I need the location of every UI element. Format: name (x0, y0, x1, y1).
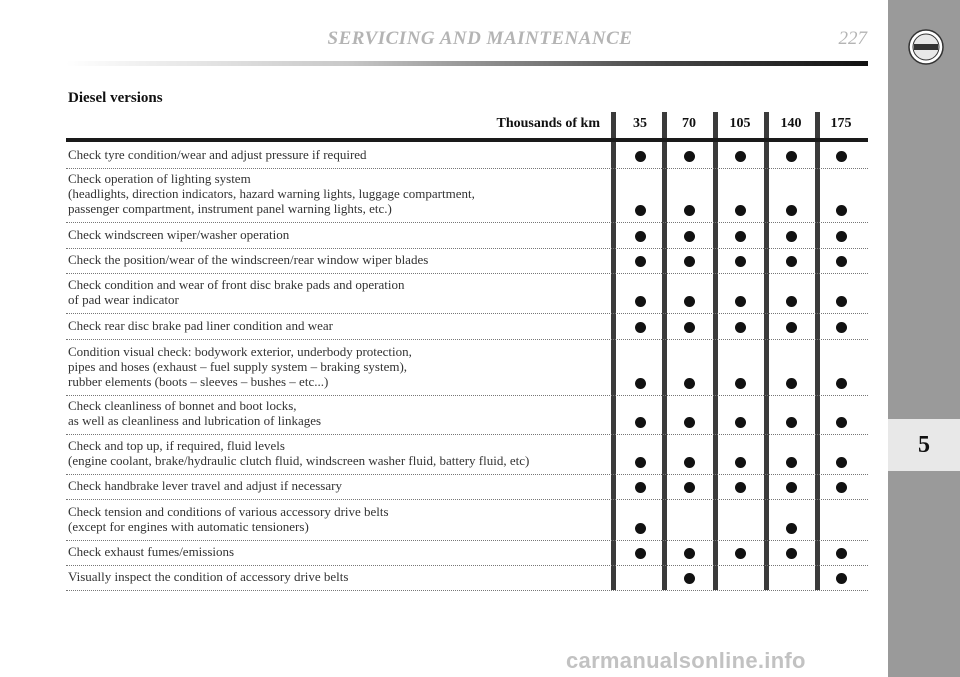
service-mark-dot (836, 378, 847, 389)
service-mark-dot (786, 482, 797, 493)
maintenance-item-text: Check operation of lighting system (headlights, direction indicators, hazard warning lights, luggage compartment, passenger compartment, instrument panel warning lights, etc.) (68, 171, 475, 216)
service-mark-dot (836, 457, 847, 468)
service-mark-dot (836, 256, 847, 267)
km-column-header: 140 (780, 116, 802, 131)
service-mark-dot (786, 256, 797, 267)
service-mark-dot (836, 151, 847, 162)
table-top-rule (66, 138, 868, 142)
service-mark-dot (786, 523, 797, 534)
km-column-header: 35 (633, 116, 647, 131)
service-mark-dot (684, 256, 695, 267)
side-bar (888, 0, 960, 677)
chapter-tab[interactable]: 5 (888, 419, 960, 471)
service-mark-dot (836, 573, 847, 584)
service-mark-dot (836, 417, 847, 428)
service-mark-dot (735, 378, 746, 389)
service-mark-dot (635, 296, 646, 307)
km-header-label: Thousands of km (496, 116, 600, 131)
service-mark-dot (635, 205, 646, 216)
maintenance-item-text: Check tyre condition/wear and adjust pressure if required (68, 147, 367, 162)
service-mark-dot (735, 417, 746, 428)
page-header-title: SERVICING AND MAINTENANCE (327, 28, 633, 49)
service-mark-dot (735, 256, 746, 267)
row-separator (66, 339, 868, 340)
service-mark-dot (735, 322, 746, 333)
service-mark-dot (836, 322, 847, 333)
service-mark-dot (735, 151, 746, 162)
maintenance-item-text: Check tension and conditions of various accessory drive belts (except for engines with automatic tensioners) (68, 504, 389, 534)
maintenance-item-text: Check the position/wear of the windscreen/rear window wiper blades (68, 252, 429, 267)
service-mark-dot (786, 151, 797, 162)
km-column-header: 70 (682, 116, 696, 131)
service-mark-dot (786, 296, 797, 307)
service-mark-dot (735, 457, 746, 468)
service-mark-dot (684, 296, 695, 307)
service-mark-dot (836, 548, 847, 559)
row-separator (66, 395, 868, 396)
service-mark-dot (635, 151, 646, 162)
service-mark-dot (684, 378, 695, 389)
service-mark-dot (684, 457, 695, 468)
row-separator (66, 590, 868, 591)
service-mark-dot (684, 482, 695, 493)
section-title: Diesel versions (68, 90, 163, 106)
row-separator (66, 540, 868, 541)
service-mark-dot (735, 482, 746, 493)
maintenance-item-text: Visually inspect the condition of accessory drive belts (68, 569, 349, 584)
service-mark-dot (735, 296, 746, 307)
service-mark-dot (735, 205, 746, 216)
column-divider (713, 112, 718, 590)
maintenance-item-text: Check windscreen wiper/washer operation (68, 227, 290, 242)
header-rule (66, 61, 868, 66)
km-column-header: 105 (729, 116, 751, 131)
service-mark-dot (684, 417, 695, 428)
km-column-header: 175 (830, 116, 852, 131)
service-mark-dot (836, 482, 847, 493)
service-mark-dot (635, 548, 646, 559)
maintenance-item-text: Check and top up, if required, fluid levels (engine coolant, brake/hydraulic clutch fluid, windscreen washer fluid, battery fluid, etc) (68, 438, 530, 468)
column-divider (764, 112, 769, 590)
service-mark-dot (786, 457, 797, 468)
service-mark-dot (635, 231, 646, 242)
row-separator (66, 499, 868, 500)
maintenance-item-text: Check condition and wear of front disc brake pads and operation of pad wear indicator (68, 277, 405, 307)
maintenance-item-text: Check exhaust fumes/emissions (68, 544, 235, 559)
service-mark-dot (635, 523, 646, 534)
page-number: 227 (838, 28, 867, 49)
row-separator (66, 313, 868, 314)
service-mark-dot (735, 231, 746, 242)
service-mark-dot (684, 573, 695, 584)
service-mark-dot (635, 457, 646, 468)
service-mark-dot (836, 205, 847, 216)
maintenance-item-text: Check cleanliness of bonnet and boot locks, as well as cleanliness and lubrication of linkages (68, 398, 322, 428)
service-mark-dot (786, 231, 797, 242)
service-mark-dot (786, 378, 797, 389)
column-divider (815, 112, 820, 590)
row-separator (66, 434, 868, 435)
row-separator (66, 565, 868, 566)
service-mark-dot (836, 296, 847, 307)
watermark: carmanualsonline.info (566, 648, 806, 673)
service-mark-dot (836, 231, 847, 242)
row-separator (66, 273, 868, 274)
row-separator (66, 168, 868, 169)
row-separator (66, 222, 868, 223)
service-mark-dot (684, 231, 695, 242)
maintenance-item-text: Check handbrake lever travel and adjust if necessary (68, 478, 342, 493)
service-mark-dot (684, 548, 695, 559)
column-divider (662, 112, 667, 590)
service-mark-dot (635, 256, 646, 267)
maintenance-item-text: Condition visual check: bodywork exterior, underbody protection, pipes and hoses (exhaust – fuel supply system – braking system), rubber elements (boots – sleeves – bushes – etc...) (68, 344, 412, 389)
service-mark-dot (635, 322, 646, 333)
service-mark-dot (635, 482, 646, 493)
service-mark-dot (786, 205, 797, 216)
row-separator (66, 248, 868, 249)
maintenance-item-text: Check rear disc brake pad liner condition and wear (68, 318, 333, 333)
service-mark-dot (635, 378, 646, 389)
service-mark-dot (635, 417, 646, 428)
service-mark-dot (684, 205, 695, 216)
service-mark-dot (684, 322, 695, 333)
lancia-logo (908, 29, 944, 65)
service-mark-dot (684, 151, 695, 162)
service-mark-dot (786, 548, 797, 559)
service-mark-dot (786, 322, 797, 333)
row-separator (66, 474, 868, 475)
service-mark-dot (786, 417, 797, 428)
service-mark-dot (735, 548, 746, 559)
